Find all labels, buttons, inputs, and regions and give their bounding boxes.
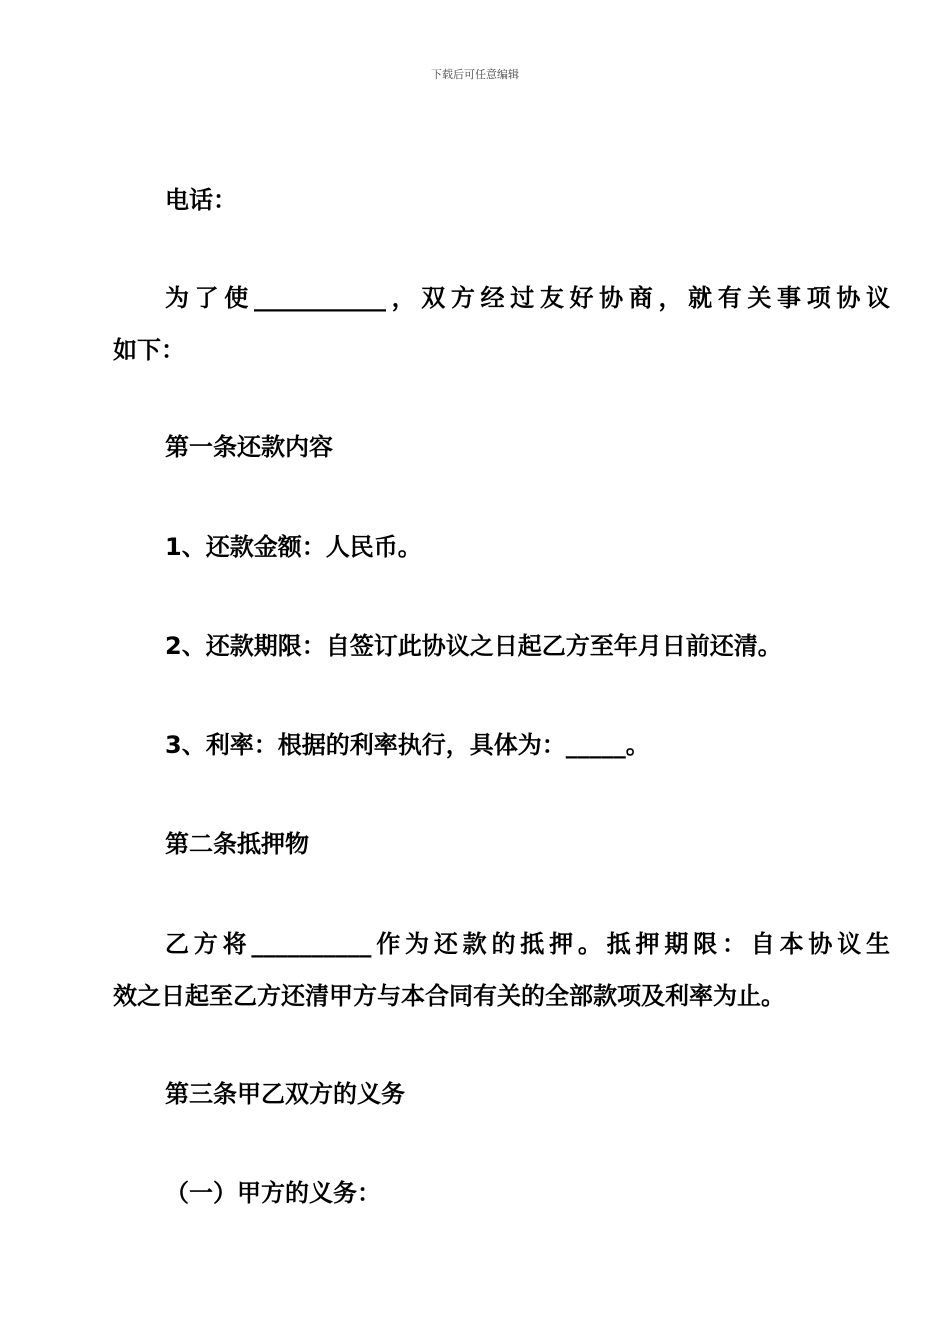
repayment-amount-item: 1、还款金额：人民币。 (165, 533, 422, 561)
collateral-paragraph-line-2: 效之日起至乙方还清甲方与本合同有关的全部款项及利率为止。 (113, 982, 785, 1010)
article-2-title: 第二条抵押物 (165, 830, 309, 858)
collateral-paragraph-line-1: 乙方将__________作为还款的抵押。抵押期限：自本协议生 (165, 930, 890, 958)
party-a-duties-title: （一）甲方的义务： (165, 1179, 381, 1207)
intro-paragraph-line-2: 如下： (113, 336, 185, 364)
repayment-term-item: 2、还款期限：自签订此协议之日起乙方至年月日前还清。 (165, 632, 782, 660)
intro-paragraph-line-1: 为了使___________，双方经过友好协商，就有关事项协议 (165, 284, 890, 312)
header-note: 下载后可任意编辑 (431, 68, 519, 81)
interest-rate-item: 3、利率：根据的利率执行，具体为：_____。 (165, 731, 650, 759)
phone-label: 电话： (165, 186, 237, 214)
article-3-title: 第三条甲乙双方的义务 (165, 1080, 405, 1108)
article-1-title: 第一条还款内容 (165, 433, 333, 461)
